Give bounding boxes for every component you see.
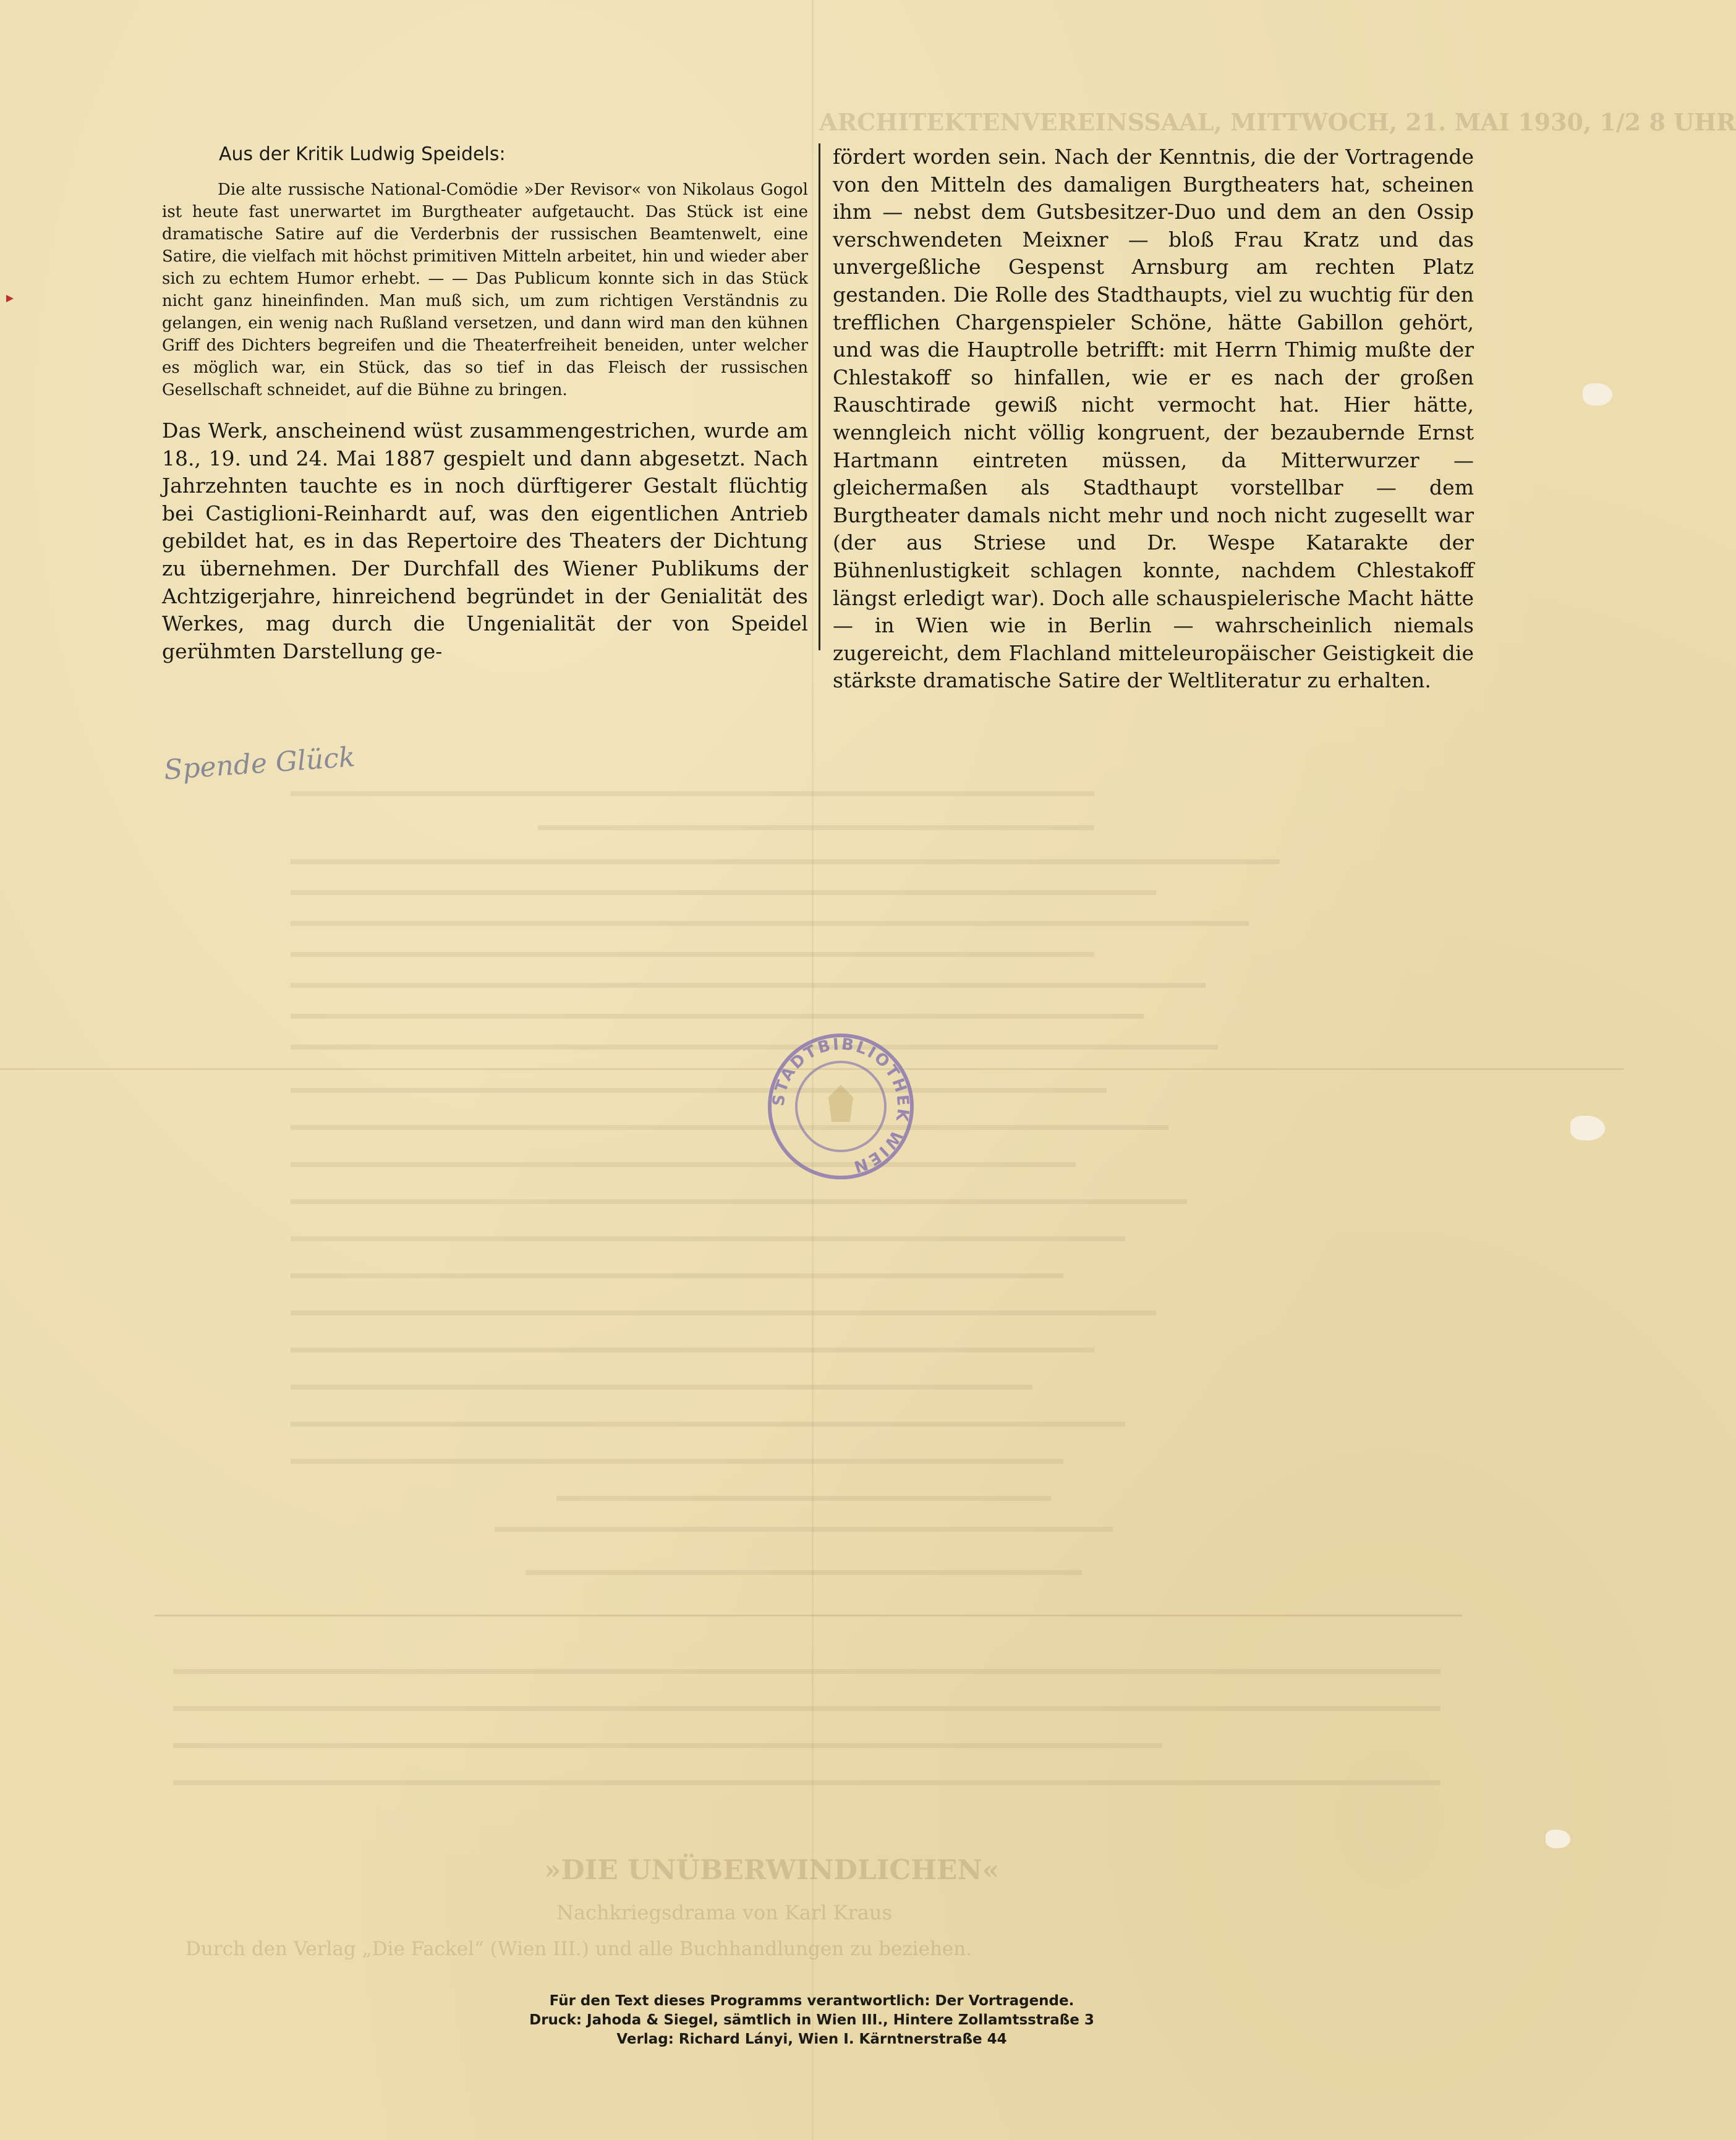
- bleed-through-rule: [155, 1615, 1462, 1616]
- column-divider: [819, 143, 820, 650]
- library-stamp: [764, 1029, 918, 1184]
- bleed-through-publisher: Durch den Verlag „Die Fackel“ (Wien III.) und alle Buchhandlungen zu beziehen.: [185, 1938, 972, 1960]
- bleed-through-subtitle: Nachkriegsdrama von Karl Kraus: [556, 1901, 892, 1924]
- speidel-quote: Die alte russische National-Comödie »Der Revisor« von Nikolaus Gogol ist heute fast unerwartet im Burgtheater aufgetaucht. Das Stück ist eine dramatische Satire auf die Verderbnis der russischen Beamtenwelt, eine Satire, die vielfach mit höchst primitiven Mitteln arbeitet, hin und wieder aber sich zu echtem Humor erhebt. — — Das Publicum konnte sich in das Stück nicht ganz hineinfinden. Man muß sich, um zum richtigen Verständnis zu gelangen, ein wenig nach Rußland versetzen, und dann wird man den kühnen Griff des Dichters begreifen und die Theaterfreiheit beneiden, unter welcher es möglich war, ein Stück, das so tief in das Fleisch der russischen Gesellschaft schneidet, auf die Bühne zu bringen.: [162, 180, 808, 399]
- right-body-text: fördert worden sein. Nach der Kenntnis, die der Vortragende von den Mitteln des damaligen Burgtheaters hat, scheinen ihm — nebst dem Gutsbesitzer-Duo und dem an den Ossip verschwendeten Meixner — bloß Frau Kratz und das unvergeßliche Gespenst Arnsburg am rechten Platz gestanden. Die Rolle des Stadthaupts, viel zu wuchtig für den trefflichen Chargenspieler Schöne, hätte Gabillon gehört, und was die Hauptrolle betrifft: mit Herrn Thimig mußte der Chlestakoff so hinfallen, wie er es nach der großen Rauschtirade gewiß nicht vermocht hat. Hier hätte, wenngleich nicht völlig kongruent, der bezaubernde Ernst Hartmann eintreten müssen, da Mitterwurzer — gleichermaßen als Stadthaupt vorstellbar — dem Burgtheater damals nicht mehr und noch nicht zugesellt war (der aus Striese und Dr. Wespe Katarakte der Bühnenlustigkeit schlagen konnte, nachdem Chlestakoff längst erledigt war). Doch alle schauspielerische Macht hätte — in Wien wie in Berlin — wahrscheinlich niemals zugereicht, dem Flachland mitteleuropäischer Geistigkeit die stärkste dramatische Satire der Weltliteratur zu erhalten.: [833, 145, 1474, 693]
- imprint-footer: [472, 1992, 1152, 2049]
- paper-tear: [1583, 383, 1612, 405]
- bleed-through-title: »DIE UNÜBERWINDLICHEN«: [544, 1854, 1000, 1886]
- handwritten-note: Spende Glück: [163, 741, 357, 786]
- left-column: [162, 143, 808, 665]
- paper-tear: [1546, 1830, 1570, 1848]
- left-body-text: Das Werk, anscheinend wüst zusammengestrichen, wurde am 18., 19. und 24. Mai 1887 gespielt und dann abgesetzt. Nach Jahrzehnten tauchte es in noch dürftigerer Gestalt flüchtig bei Castiglioni-Reinhardt auf, was den eigentlichen Antrieb gebildet hat, es in das Repertoire des Theaters der Dichtung zu übernehmen. Der Durchfall des Wiener Publikums der Achtzigerjahre, hinreichend begründet in der Genialität des Werkes, mag durch die Ungenialität der von Speidel gerühmten Darstellung ge-: [162, 418, 808, 663]
- paper-tear: [1570, 1116, 1605, 1140]
- text-columns: [162, 143, 1474, 693]
- critique-heading: Aus der Kritik Ludwig Speidels:: [219, 143, 506, 165]
- stamp-text: STADTBIBLIOTHEK WIEN: [769, 1035, 913, 1177]
- red-margin-mark: [6, 295, 14, 302]
- right-column: [833, 143, 1474, 695]
- bleed-through-top-line: ARCHITEKTENVEREINSSAAL, MITTWOCH, 21. MAI 1930, 1/2 8 UHR: [819, 108, 1736, 136]
- imprint-printer: Druck: Jahoda & Siegel, sämtlich in Wien III., Hintere Zollamtsstraße 3: [529, 2012, 1094, 2028]
- imprint-publisher: Verlag: Richard Lányi, Wien I. Kärntnerstraße 44: [616, 2031, 1007, 2047]
- imprint-responsible: Für den Text dieses Programms verantwortlich: Der Vortragende.: [549, 1993, 1074, 2009]
